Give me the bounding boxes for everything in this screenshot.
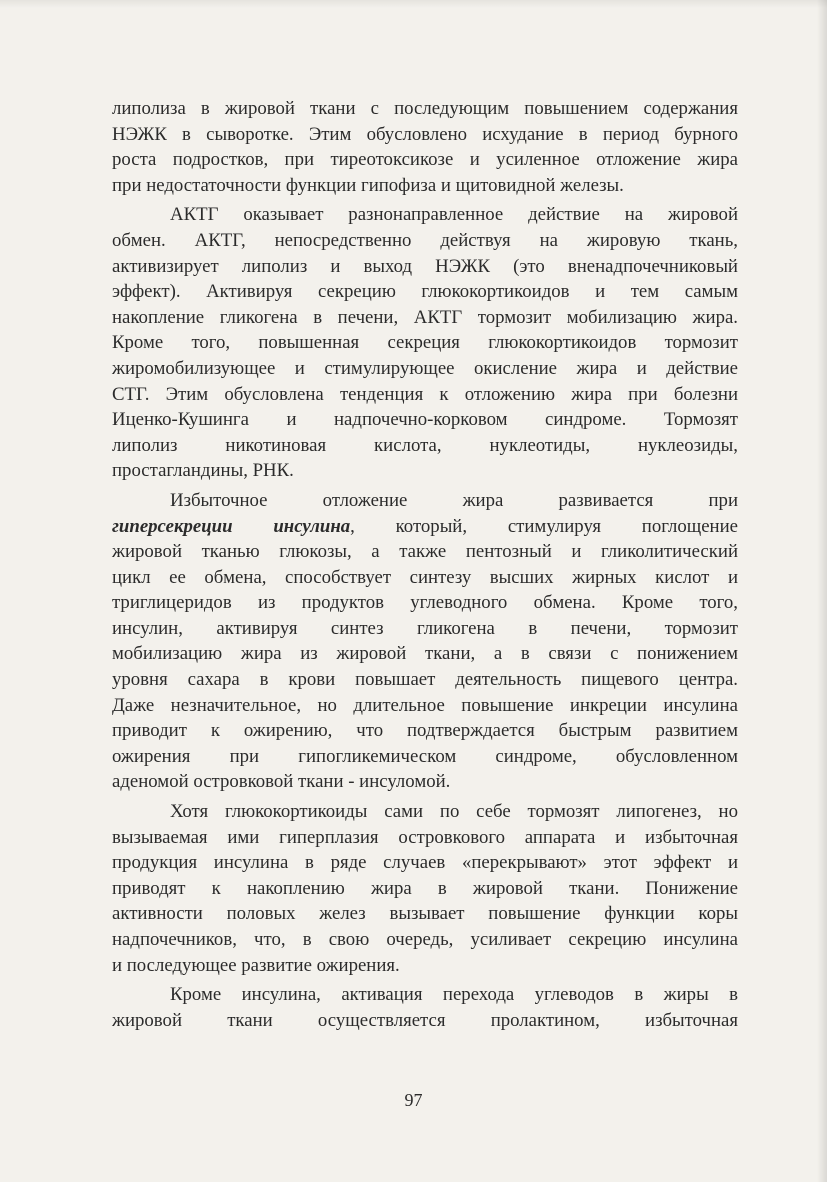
- paragraph-5: [112, 982, 738, 1033]
- text-line-with-emphasis: [112, 514, 738, 540]
- paragraph-4: [112, 799, 738, 978]
- text-line: обмен. АКТГ, непосредственно действуя на жировую ткань,: [112, 229, 738, 251]
- text-line: жировой ткани осуществляется пролактином, избыточная: [112, 1009, 738, 1031]
- page-number: 97: [404, 1090, 423, 1110]
- scan-edge-shadow: [817, 0, 827, 1182]
- text-line: АКТГ оказывает разнонаправленное действие на жировой: [170, 204, 738, 226]
- text-line: мобилизацию жира из жировой ткани, а в связи с понижением: [112, 643, 738, 665]
- text-line: при недостаточности функции гипофиза и щитовидной железы.: [112, 174, 624, 196]
- text-line: Избыточное отложение жира развивается при: [170, 489, 738, 511]
- paragraph-2: [112, 202, 738, 484]
- text-line: ожирения при гипогликемическом синдроме, обусловленном: [112, 745, 738, 767]
- text-line: активизирует липолиз и выход НЭЖК (это вненадпочечниковый: [112, 255, 738, 277]
- text-line: вызываемая ими гиперплазия островкового аппарата и избыточная: [112, 826, 738, 848]
- text-line: приводят к накоплению жира в жировой ткани. Понижение: [112, 877, 738, 899]
- emphasized-term: гиперсекреции инсулина: [112, 515, 351, 537]
- text-line: уровня сахара в крови повышает деятельность пищевого центра.: [112, 669, 738, 691]
- text-line: цикл ее обмена, способствует синтезу высших жирных кислот и: [112, 566, 738, 588]
- text-line: приводит к ожирению, что подтверждается быстрым развитием: [112, 720, 738, 742]
- page-text: [112, 96, 738, 1033]
- text-line: липолиз никотиновая кислота, нуклеотиды, нуклеозиды,: [112, 434, 738, 456]
- text-line: Иценко-Кушинга и надпочечно-корковом синдроме. Тормозят: [112, 409, 738, 431]
- text-line: Даже незначительное, но длительное повышение инкреции инсулина: [112, 694, 738, 716]
- paragraph-1: [112, 96, 738, 198]
- text-line: активности половых желез вызывает повышение функции коры: [112, 903, 738, 925]
- text-line: накопление гликогена в печени, АКТГ тормозит мобилизацию жира.: [112, 306, 738, 328]
- text-line: Кроме того, повышенная секреция глюкокортикоидов тормозит: [112, 332, 738, 354]
- text-line: аденомой островковой ткани - инсуломой.: [112, 771, 451, 793]
- text-span: , который, стимулируя поглощение: [350, 515, 738, 537]
- text-line: липолиза в жировой ткани с последующим повышением содержания: [112, 98, 738, 119]
- text-line: Кроме инсулина, активация перехода углеводов в жиры в: [170, 984, 738, 1006]
- text-line: НЭЖК в сыворотке. Этим обусловлено исхудание в период бурного: [112, 123, 738, 145]
- text-line: и последующее развитие ожирения.: [112, 954, 400, 976]
- text-line: триглицеридов из продуктов углеводного обмена. Кроме того,: [112, 592, 738, 614]
- paragraph-3: [112, 488, 738, 795]
- text-line: надпочечников, что, в свою очередь, усиливает секрецию инсулина: [112, 929, 738, 950]
- scan-top-shadow: [0, 0, 827, 8]
- text-line: Хотя глюкокортикоиды сами по себе тормозят липогенез, но: [170, 801, 738, 823]
- text-line: СТГ. Этим обусловлена тенденция к отложению жира при болезни: [112, 383, 738, 405]
- text-line: простагландины, РНК.: [112, 460, 294, 482]
- text-line: жировой тканью глюкозы, а также пентозный и гликолитический: [112, 541, 738, 563]
- text-line: эффект). Активируя секрецию глюкокортикоидов и тем самым: [112, 281, 738, 303]
- text-line: роста подростков, при тиреотоксикозе и усиленное отложение жира: [112, 149, 738, 171]
- text-line: инсулин, активируя синтез гликогена в печени, тормозит: [112, 617, 738, 639]
- text-line: жиромобилизующее и стимулирующее окисление жира и действие: [112, 357, 738, 379]
- text-line: продукция инсулина в ряде случаев «перекрывают» этот эффект и: [112, 852, 738, 874]
